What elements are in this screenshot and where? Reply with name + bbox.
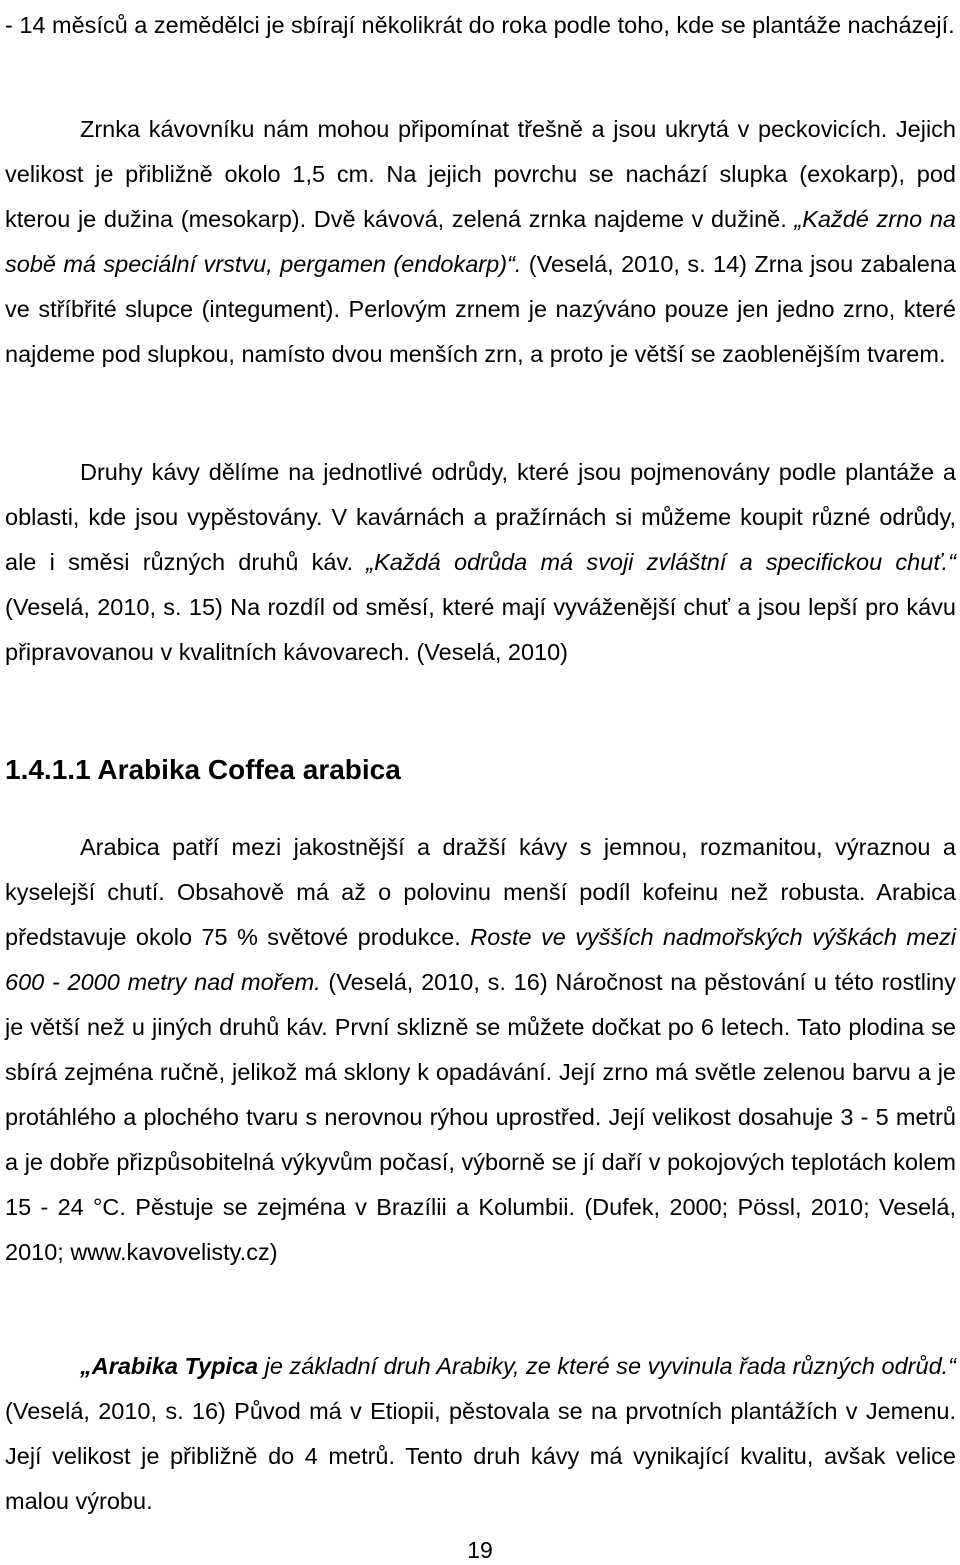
quote-text: Roste ve vyšších nadmořských výškách mezi 600 - 2000 metry nad mořem. bbox=[5, 924, 956, 995]
page-number: 19 bbox=[467, 1537, 493, 1563]
paragraph-arabica bbox=[5, 825, 956, 1275]
quote-text: „Každé zrno na sobě má speciální vrstvu, pergamen (endokarp)“. bbox=[5, 206, 956, 277]
paragraph-text: (Veselá, 2010, s. 16) Původ má v Etiopii, pěstovala se na prvotních plantážích v Jemenu. Její velikost je přibližně do 4 metrů. Tento druh kávy má vynikající kvalitu, avšak velice malou výrobu. bbox=[5, 1398, 956, 1514]
paragraph-text: (Veselá, 2010, s. 16) Náročnost na pěstování u této rostliny je větší než u jiných druhů káv. První sklizně se můžete dočkat po 6 letech. Tato plodina se sbírá zejména ručně, jelikož má sklony k opadávání. Její zrno má světle zelenou barvu a je protáhlého a plochého tvaru s nerovnou rýhou uprostřed. Její velikost dosahuje 3 - 5 metrů a je dobře přizpůsobitelná výkyvům počasí, výborně se jí daří v pokojových teplotách kolem 15 - 24 °C. Pěstuje se zejména v Brazílii a Kolumbii. (Dufek, 2000; Pössl, 2010; Veselá, 2010; www.kavovelisty.cz) bbox=[5, 969, 956, 1265]
section-heading: 1.4.1.1 Arabika Coffea arabica bbox=[5, 754, 401, 785]
paragraph-text: - 14 měsíců a zemědělci je sbírají několikrát do roka podle toho, kde se plantáže nacházejí. bbox=[5, 12, 955, 38]
paragraph-arabika-typica bbox=[5, 1344, 956, 1524]
paragraph-text: (Veselá, 2010, s. 15) Na rozdíl od směsí, které mají vyváženější chuť a jsou lepší pro kávu připravovanou v kvalitních kávovarech. (Veselá, 2010) bbox=[5, 594, 956, 665]
paragraph-text: (Veselá, 2010, s. 14) Zrna jsou zabalena ve stříbřité slupce (integument). Perlovým zrnem je nazýváno pouze jen jedno zrno, které najdeme pod slupkou, namísto dvou menších zrn, a proto je větší se zaoblenějším tvarem. bbox=[5, 251, 956, 367]
paragraph-continuation bbox=[5, 3, 956, 48]
quote-bold-text: „Arabika Typica bbox=[80, 1353, 259, 1379]
paragraph-text: Druhy kávy dělíme na jednotlivé odrůdy, které jsou pojmenovány podle plantáže a oblasti, kde jsou vypěstovány. V kavárnách a pražírnách si můžeme koupit různé odrůdy, ale i směsi různých druhů káv. bbox=[5, 459, 956, 575]
quote-text: „Každá odrůda má svoji zvláštní a specifickou chuť.“ bbox=[366, 549, 956, 575]
quote-text: je základní druh Arabiky, ze které se vyvinula řada různých odrůd.“ bbox=[258, 1353, 956, 1379]
paragraph-coffee-varieties bbox=[5, 450, 956, 675]
paragraph-text: Zrnka kávovníku nám mohou připomínat třešně a jsou ukrytá v peckovicích. Jejich velikost je přibližně okolo 1,5 cm. Na jejich povrchu se nachází slupka (exokarp), pod kterou je dužina (mesokarp). Dvě kávová, zelená zrnka najdeme v dužině. bbox=[5, 116, 956, 232]
paragraph-coffee-beans bbox=[5, 107, 956, 377]
paragraph-text: Arabica patří mezi jakostnější a dražší kávy s jemnou, rozmanitou, výraznou a kyselejší chutí. Obsahově má až o polovinu menší podíl kofeinu než robusta. Arabica představuje okolo 75 % světové produkce. bbox=[5, 834, 956, 950]
